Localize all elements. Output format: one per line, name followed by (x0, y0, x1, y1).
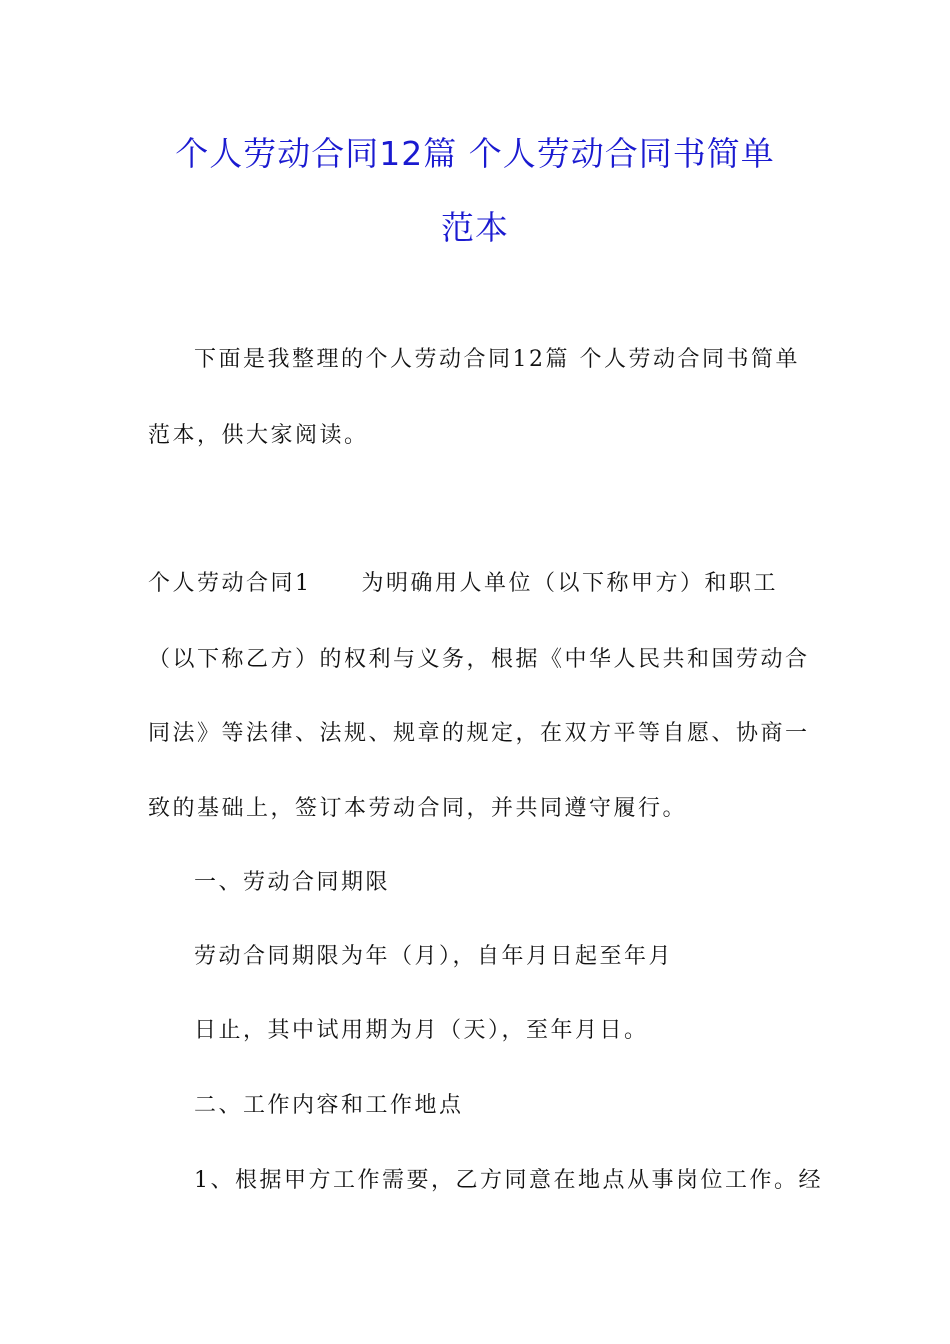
paragraph-1-line-1: 为明确用人单位（以下称甲方）和职工 (361, 571, 779, 596)
clause-1-heading: 一、劳动合同期限 (194, 870, 391, 895)
paragraph-1-line-3: 同法》等法律、法规、规章的规定，在双方平等自愿、协商一 (148, 721, 810, 746)
contract-1-first-line (148, 569, 818, 599)
document-title-line-2: 范本 (441, 208, 509, 247)
clause-2-item-1: 1、根据甲方工作需要，乙方同意在地点从事岗位工作。经 (194, 1168, 823, 1193)
document-title-line-1: 个人劳动合同12篇 个人劳动合同书简单 (175, 134, 775, 173)
clause-1-line-1: 劳动合同期限为年（月），自年月日起至年月 (194, 944, 674, 969)
paragraph-1-line-2: （以下称乙方）的权利与义务，根据《中华人民共和国劳动合 (148, 647, 810, 672)
intro-paragraph-line-2: 范本，供大家阅读。 (148, 423, 369, 448)
section-heading: 个人劳动合同1 (148, 571, 312, 596)
paragraph-1-line-4: 致的基础上，签订本劳动合同，并共同遵守履行。 (148, 796, 688, 821)
intro-paragraph-line-1: 下面是我整理的个人劳动合同12篇 个人劳动合同书简单 (194, 347, 800, 372)
clause-2-heading: 二、工作内容和工作地点 (194, 1093, 464, 1118)
clause-1-line-2: 日止，其中试用期为月（天），至年月日。 (194, 1018, 649, 1043)
